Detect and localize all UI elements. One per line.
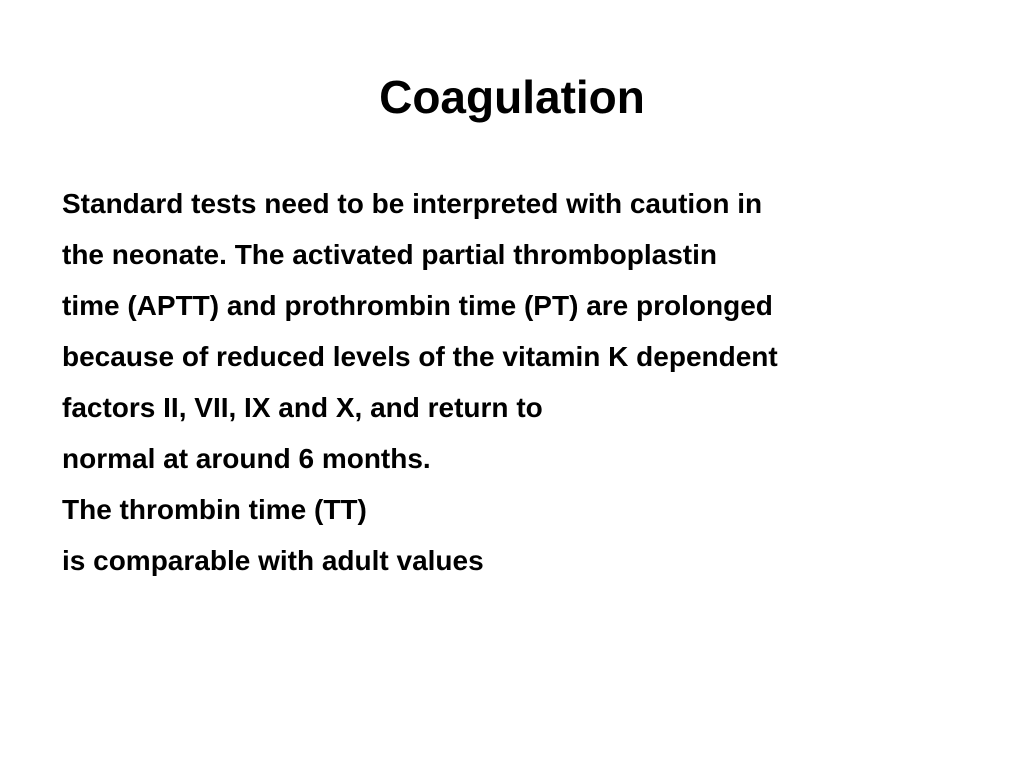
body-line: the neonate. The activated partial thromboplastin [62,239,717,270]
body-line: Standard tests need to be interpreted with caution in [62,188,763,219]
body-line: time (APTT) and prothrombin time (PT) are prolonged [62,290,773,321]
body-line: The thrombin time (TT) [62,494,367,525]
body-line: factors II, VII, IX and X, and return to [62,392,543,423]
slide-body [62,178,1002,586]
body-line: normal at around 6 months. [62,443,431,474]
body-line: because of reduced levels of the vitamin K dependent [62,341,778,372]
slide-title: Coagulation [379,71,645,123]
body-line: is comparable with adult values [62,545,484,576]
